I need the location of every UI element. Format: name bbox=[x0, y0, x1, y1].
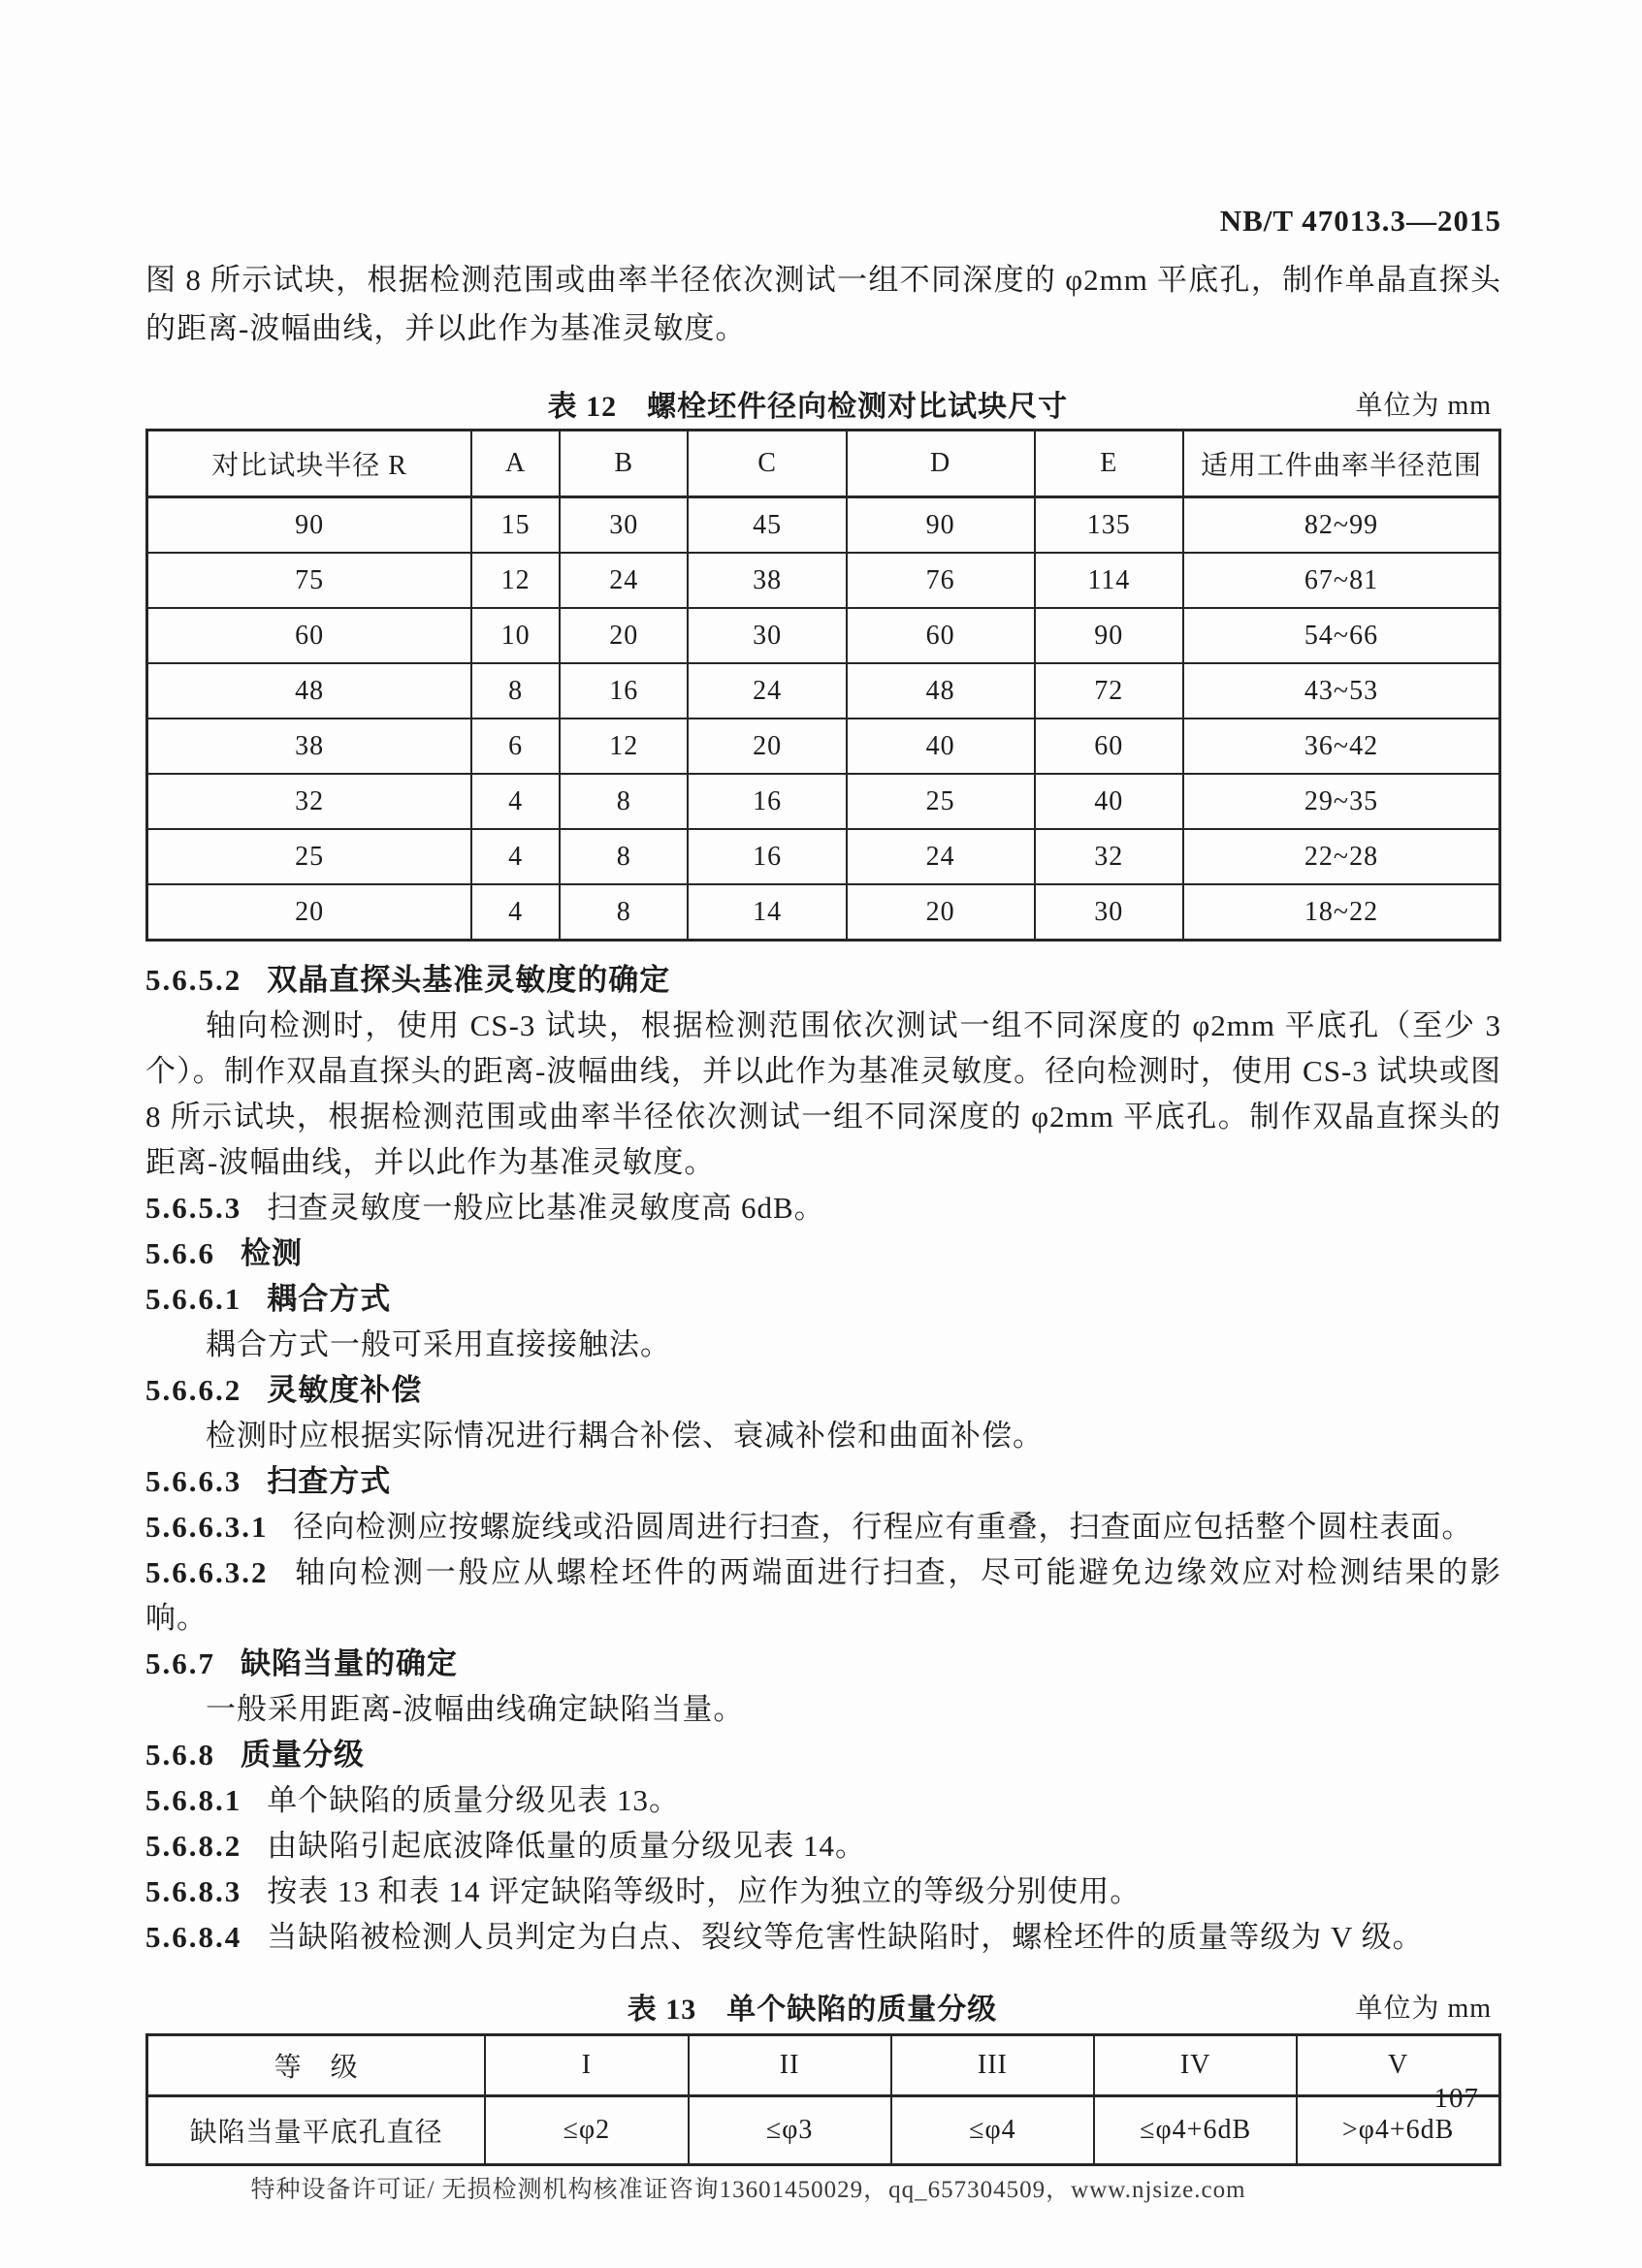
table13-caption: 表 13 单个缺陷的质量分级 bbox=[627, 1994, 998, 2026]
clause-text: 径向检测应按螺旋线或沿圆周进行扫查，行程应有重叠，扫查面应包括整个圆柱表面。 bbox=[293, 1510, 1473, 1544]
clause-number: 5.6.5.3 bbox=[145, 1191, 242, 1225]
clause-number: 5.6.6.3.2 bbox=[145, 1555, 269, 1589]
table12-cell: 76 bbox=[847, 553, 1035, 608]
clause-text: 按表 13 和表 14 评定缺陷等级时，应作为独立的等级分别使用。 bbox=[267, 1874, 1142, 1908]
clause-text: 单个缺陷的质量分级见表 13。 bbox=[267, 1783, 680, 1817]
clause-number: 5.6.6.3.1 bbox=[145, 1510, 269, 1544]
section-heading bbox=[145, 1458, 1501, 1504]
table12-cell: 48 bbox=[847, 663, 1035, 719]
table13-header-cell: II bbox=[689, 2035, 891, 2096]
clause-text: 轴向检测一般应从螺栓坯件的两端面进行扫查，尽可能避免边缘效应对检测结果的影响。 bbox=[145, 1555, 1501, 1635]
section-heading bbox=[145, 1504, 1501, 1549]
page-number: 107 bbox=[1433, 2083, 1479, 2114]
table12-cell: 22~28 bbox=[1183, 829, 1499, 884]
section-heading bbox=[145, 1367, 1501, 1413]
table13-cell: ≤φ2 bbox=[485, 2096, 688, 2165]
table13-header-cell: 等 级 bbox=[147, 2035, 486, 2096]
table12-cell: 43~53 bbox=[1183, 663, 1499, 719]
section-heading bbox=[145, 1230, 1501, 1276]
clause-text: 扫查方式 bbox=[267, 1464, 392, 1498]
table13-cell: ≤φ4+6dB bbox=[1094, 2096, 1297, 2165]
table12-cell: 10 bbox=[471, 608, 560, 663]
table12-cell: 135 bbox=[1035, 497, 1183, 554]
table12-cell: 114 bbox=[1035, 553, 1183, 608]
table12-caption: 表 12 螺栓坯件径向检测对比试块尺寸 bbox=[547, 391, 1069, 423]
section-paragraph: 检测时应根据实际情况进行耦合补偿、衰减补偿和曲面补偿。 bbox=[206, 1419, 1044, 1453]
table12-cell: 38 bbox=[147, 719, 472, 774]
table12-cell: 20 bbox=[847, 884, 1035, 941]
table12-unit-label: 单位为 mm bbox=[1355, 391, 1492, 421]
table12-header-cell: C bbox=[688, 431, 846, 497]
clause-number: 5.6.8.3 bbox=[145, 1874, 242, 1908]
table13-cell: ≤φ3 bbox=[689, 2096, 891, 2165]
table12-cell: 40 bbox=[847, 719, 1035, 774]
table12-cell: 60 bbox=[1035, 719, 1183, 774]
table12-cell: 45 bbox=[688, 497, 846, 554]
clause-number: 5.6.6.2 bbox=[145, 1373, 242, 1407]
page-content bbox=[145, 0, 1501, 2166]
table12-cell: 90 bbox=[1035, 608, 1183, 663]
table13-caption-row bbox=[145, 1985, 1501, 2026]
table12-cell: 90 bbox=[147, 497, 472, 554]
table12-cell: 48 bbox=[147, 663, 472, 719]
table12-cell: 30 bbox=[1035, 884, 1183, 941]
table13-header-cell: IV bbox=[1094, 2035, 1297, 2096]
table13-unit-label: 单位为 mm bbox=[1355, 1994, 1492, 2024]
table12-cell: 29~35 bbox=[1183, 774, 1499, 829]
clause-text: 扫查灵敏度一般应比基准灵敏度高 6dB。 bbox=[267, 1191, 825, 1225]
table12-caption-row bbox=[145, 382, 1501, 423]
table12-cell: 60 bbox=[847, 608, 1035, 663]
section-heading bbox=[145, 1641, 1501, 1686]
table12-cell: 32 bbox=[147, 774, 472, 829]
table12-cell: 16 bbox=[688, 774, 846, 829]
clause-number: 5.6.7 bbox=[145, 1646, 215, 1680]
clause-number: 5.6.8 bbox=[145, 1738, 215, 1772]
table12-cell: 12 bbox=[560, 719, 689, 774]
section-paragraph: 轴向检测时，使用 CS-3 试块，根据检测范围依次测试一组不同深度的 φ2mm 平底孔（至少 3 个）。制作双晶直探头的距离-波幅曲线，并以此作为基准灵敏度。径向检测时，使用 CS-3 试块或图 8 所示试块，根据检测范围或曲率半径依次测试一组不同深度的 φ2mm 平底孔。制作双晶直探头的距离-波幅曲线，并以此作为基准灵敏度。 bbox=[145, 1008, 1501, 1179]
table12-cell: 30 bbox=[560, 497, 689, 554]
table12-header-cell: B bbox=[560, 431, 689, 497]
table12-header-cell: D bbox=[847, 431, 1035, 497]
table13-row bbox=[147, 2096, 1500, 2165]
clause-text: 由缺陷引起底波降低量的质量分级见表 14。 bbox=[267, 1829, 866, 1863]
table12-cell: 8 bbox=[560, 884, 689, 941]
standard-number-header: NB/T 47013.3—2015 bbox=[1219, 204, 1501, 238]
clause-text: 质量分级 bbox=[241, 1738, 365, 1772]
table12-cell: 12 bbox=[471, 553, 560, 608]
table12-cell: 24 bbox=[688, 663, 846, 719]
table12-cell: 18~22 bbox=[1183, 884, 1499, 941]
table12-cell: 24 bbox=[847, 829, 1035, 884]
clause-text: 缺陷当量的确定 bbox=[241, 1646, 458, 1680]
table13-header-cell: I bbox=[485, 2035, 688, 2096]
table12-header-cell: 适用工件曲率半径范围 bbox=[1183, 431, 1499, 497]
table13-header-row bbox=[147, 2035, 1500, 2096]
table12-row bbox=[147, 829, 1500, 884]
table12-cell: 4 bbox=[471, 884, 560, 941]
table12-cell: 67~81 bbox=[1183, 553, 1499, 608]
section-heading bbox=[145, 1549, 1501, 1641]
clause-text: 耦合方式 bbox=[267, 1282, 392, 1316]
table12-cell: 24 bbox=[560, 553, 689, 608]
clause-text: 检测 bbox=[241, 1236, 303, 1270]
section-paragraph: 一般采用距离-波幅曲线确定缺陷当量。 bbox=[206, 1692, 745, 1726]
table12-row bbox=[147, 884, 1500, 941]
table12-cell: 60 bbox=[147, 608, 472, 663]
table12-header-row bbox=[147, 431, 1500, 497]
table12-cell: 20 bbox=[147, 884, 472, 941]
table12-cell: 30 bbox=[688, 608, 846, 663]
clause-text: 灵敏度补偿 bbox=[267, 1373, 423, 1407]
table12-header-cell: A bbox=[471, 431, 560, 497]
table12-cell: 8 bbox=[560, 829, 689, 884]
clause-text: 双晶直探头基准灵敏度的确定 bbox=[267, 963, 671, 997]
table12-cell: 75 bbox=[147, 553, 472, 608]
table12-cell: 16 bbox=[560, 663, 689, 719]
table12-cell: 20 bbox=[560, 608, 689, 663]
table12-cell: 4 bbox=[471, 774, 560, 829]
table13-cell: 缺陷当量平底孔直径 bbox=[147, 2096, 486, 2165]
clause-text: 当缺陷被检测人员判定为白点、裂纹等危害性缺陷时，螺栓坯件的质量等级为 V 级。 bbox=[267, 1920, 1424, 1954]
section-heading bbox=[145, 1276, 1501, 1322]
clause-number: 5.6.6.3 bbox=[145, 1464, 242, 1498]
table12-row bbox=[147, 663, 1500, 719]
table12-cell: 90 bbox=[847, 497, 1035, 554]
table13-header-cell: III bbox=[891, 2035, 1094, 2096]
watermark-footer: 特种设备许可证/ 无损检测机构核准证咨询13601450029，qq_657304509，www.njsize.com bbox=[250, 2177, 1246, 2203]
table12-cell: 25 bbox=[147, 829, 472, 884]
section-heading bbox=[145, 1914, 1501, 1960]
table13 bbox=[145, 2033, 1501, 2166]
sections bbox=[145, 957, 1501, 1960]
table12-cell: 36~42 bbox=[1183, 719, 1499, 774]
clause-number: 5.6.6 bbox=[145, 1236, 215, 1270]
table12-cell: 32 bbox=[1035, 829, 1183, 884]
table12-row bbox=[147, 608, 1500, 663]
table13-cell: ≤φ4 bbox=[891, 2096, 1094, 2165]
clause-number: 5.6.8.1 bbox=[145, 1783, 242, 1817]
table12-cell: 4 bbox=[471, 829, 560, 884]
table12-row bbox=[147, 719, 1500, 774]
table12-cell: 8 bbox=[471, 663, 560, 719]
table12-cell: 25 bbox=[847, 774, 1035, 829]
clause-number: 5.6.8.4 bbox=[145, 1920, 242, 1954]
table12-cell: 40 bbox=[1035, 774, 1183, 829]
section-heading bbox=[145, 1777, 1501, 1823]
table12-cell: 20 bbox=[688, 719, 846, 774]
clause-number: 5.6.5.2 bbox=[145, 963, 242, 997]
section-heading bbox=[145, 1869, 1501, 1914]
section-paragraph: 耦合方式一般可采用直接接触法。 bbox=[206, 1327, 671, 1361]
section-heading bbox=[145, 1823, 1501, 1869]
table12-row bbox=[147, 497, 1500, 554]
section-heading bbox=[145, 1185, 1501, 1230]
table12-cell: 8 bbox=[560, 774, 689, 829]
table12-row bbox=[147, 774, 1500, 829]
section-heading bbox=[145, 1732, 1501, 1777]
table12-cell: 15 bbox=[471, 497, 560, 554]
table12-header-cell: E bbox=[1035, 431, 1183, 497]
table12-cell: 54~66 bbox=[1183, 608, 1499, 663]
intro-paragraph: 图 8 所示试块，根据检测范围或曲率半径依次测试一组不同深度的 φ2mm 平底孔，制作单晶直探头的距离-波幅曲线，并以此作为基准灵敏度。 bbox=[145, 263, 1501, 345]
table12-cell: 6 bbox=[471, 719, 560, 774]
table12-cell: 82~99 bbox=[1183, 497, 1499, 554]
table12-cell: 72 bbox=[1035, 663, 1183, 719]
table13-header-cell: V bbox=[1297, 2035, 1499, 2096]
table12-cell: 14 bbox=[688, 884, 846, 941]
section-heading bbox=[145, 957, 1501, 1003]
table12 bbox=[145, 429, 1501, 942]
clause-number: 5.6.8.2 bbox=[145, 1829, 242, 1863]
table12-header-cell: 对比试块半径 R bbox=[147, 431, 472, 497]
table12-cell: 16 bbox=[688, 829, 846, 884]
table12-cell: 38 bbox=[688, 553, 846, 608]
clause-number: 5.6.6.1 bbox=[145, 1282, 242, 1316]
table13-cell: >φ4+6dB bbox=[1297, 2096, 1499, 2165]
table12-row bbox=[147, 553, 1500, 608]
